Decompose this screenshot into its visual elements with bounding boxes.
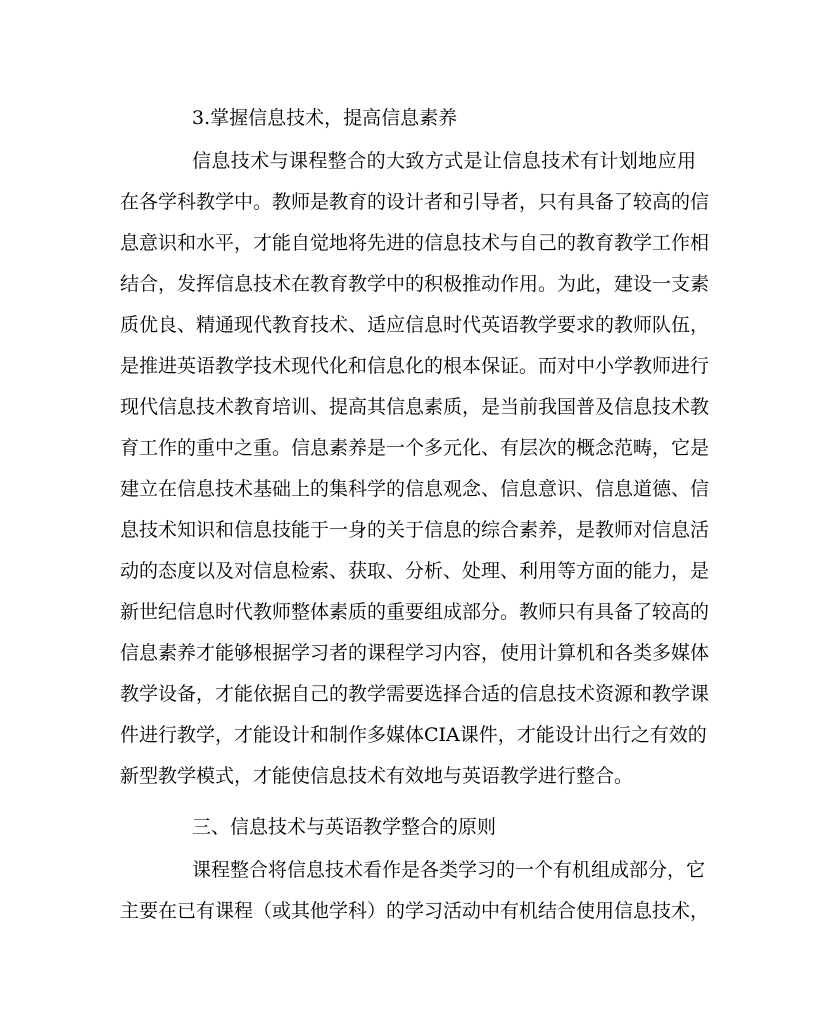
paragraph-line: 课程整合将信息技术看作是各类学习的一个有机组成部分，它 — [192, 859, 706, 881]
paragraph-line: 息技术知识和信息技能于一身的关于信息的综合素养，是教师对信息活 — [120, 519, 710, 541]
paragraph-line: 在各学科教学中。教师是教育的设计者和引导者，只有具备了较高的信 — [120, 191, 710, 213]
paragraph-line: 主要在已有课程（或其他学科）的学习活动中有机结合使用信息技术， — [120, 900, 710, 922]
paragraph-line: 动的态度以及对信息检索、获取、分析、处理、利用等方面的能力，是 — [120, 560, 710, 582]
paragraph-line: 息意识和水平，才能自觉地将先进的信息技术与自己的教育教学工作相 — [120, 232, 710, 254]
section-heading-three: 三、信息技术与英语教学整合的原则 — [192, 816, 497, 838]
paragraph-line: 是推进英语教学技术现代化和信息化的根本保证。而对中小学教师进行 — [120, 355, 710, 377]
paragraph-line: 教学设备，才能依据自己的教学需要选择合适的信息技术资源和教学课 — [120, 683, 710, 705]
paragraph-line: 信息技术与课程整合的大致方式是让信息技术有计划地应用 — [192, 150, 696, 172]
paragraph-line: 现代信息技术教育培训、提高其信息素质，是当前我国普及信息技术教 — [120, 396, 710, 418]
paragraph-line: 育工作的重中之重。信息素养是一个多元化、有层次的概念范畴，它是 — [120, 437, 710, 459]
paragraph-line: 新世纪信息时代教师整体素质的重要组成部分。教师只有具备了较高的 — [120, 601, 710, 623]
paragraph-line: 信息素养才能够根据学习者的课程学习内容，使用计算机和各类多媒体 — [120, 642, 710, 664]
paragraph-line: 质优良、精通现代教育技术、适应信息时代英语教学要求的教师队伍， — [120, 314, 710, 336]
paragraph-line: 结合，发挥信息技术在教育教学中的积极推动作用。为此，建设一支素 — [120, 273, 710, 295]
paragraph-line: 件进行教学，才能设计和制作多媒体CIA课件，才能设计出行之有效的 — [120, 724, 707, 746]
section-heading-3: 3.掌握信息技术，提高信息素养 — [192, 107, 458, 129]
paragraph-line: 建立在信息技术基础上的集科学的信息观念、信息意识、信息道德、信 — [120, 478, 710, 500]
paragraph-line: 新型教学模式，才能使信息技术有效地与英语教学进行整合。 — [120, 765, 634, 787]
